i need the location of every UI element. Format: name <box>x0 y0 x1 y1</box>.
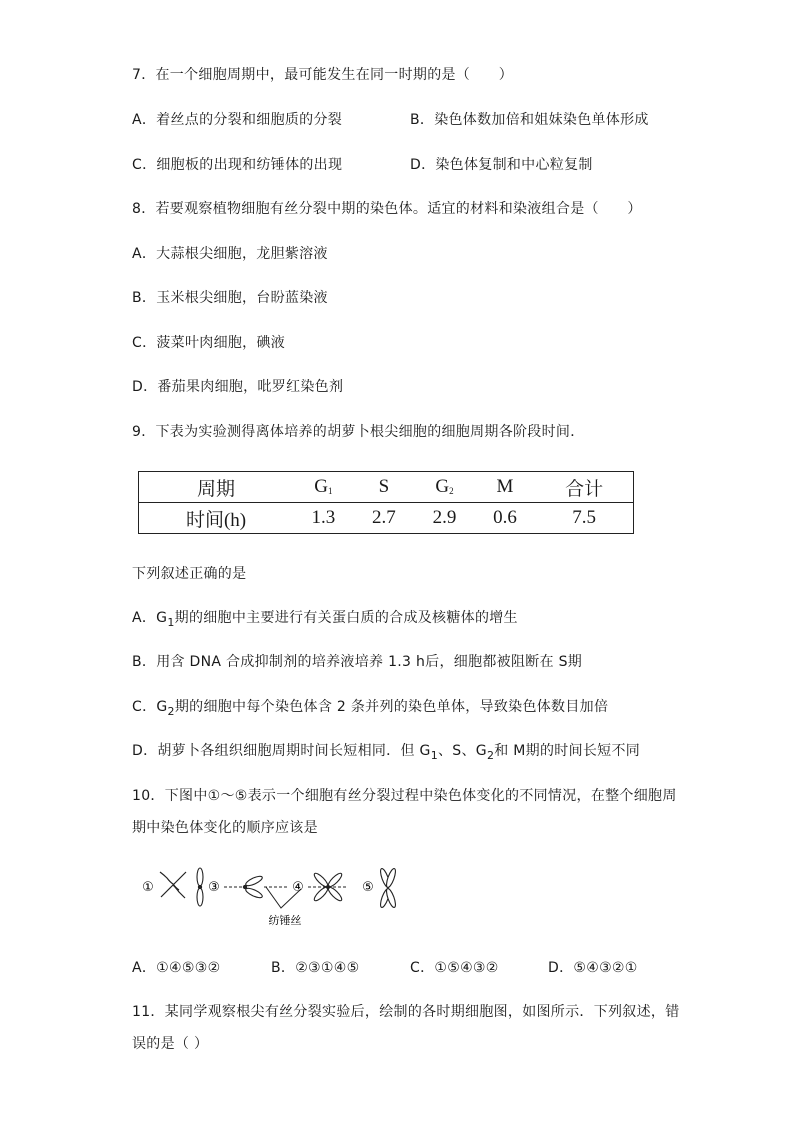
table-row <box>139 503 634 534</box>
chromosome-3-icon <box>243 874 263 899</box>
q9-lead: 下列叙述正确的是 <box>132 566 247 582</box>
cell-cycle-table <box>138 471 634 534</box>
q9-option-d: D．胡萝卜各组织细胞周期时间长短相同．但 $G_1$、S、$G_2$和 M期的时间长短不同 <box>132 743 641 762</box>
diagram-label-3: ③ <box>208 880 220 895</box>
q9-stem: 9．下表为实验测得离体培养的胡萝卜根尖细胞的细胞周期各阶段时间． <box>132 424 585 440</box>
q9-option-a: A．$G_1$期的细胞中主要进行有关蛋白质的合成及核糖体的增生 <box>132 610 518 629</box>
q8-stem: 8．若要观察植物细胞有丝分裂中期的染色体。适宜的材料和染液组合是（ ） <box>132 201 642 217</box>
header-m: M <box>475 472 536 503</box>
diagram-label-5: ⑤ <box>362 880 374 895</box>
cell-s-time: 2.7 <box>372 507 396 528</box>
q11-stem-line1: 11．某同学观察根尖有丝分裂实验后，绘制的各时期细胞图，如图所示．下列叙述，错 <box>132 1004 680 1020</box>
table-header-row <box>139 472 634 503</box>
q10-option-c: C．①⑤④③② <box>410 960 499 976</box>
cell-m-time: 0.6 <box>493 507 517 528</box>
chromosome-5-icon <box>379 868 397 909</box>
q7-option-d: D．染色体复制和中心粒复制 <box>410 157 593 173</box>
q8-option-a: A．大蒜根尖细胞，龙胆紫溶液 <box>132 246 328 262</box>
header-period: 周期 <box>139 472 294 503</box>
header-g1: $G_1$ <box>293 472 354 503</box>
header-total: 合计 <box>535 472 633 503</box>
q7-stem: 7．在一个细胞周期中，最可能发生在同一时期的是（ ） <box>132 67 514 83</box>
q7-option-b: B．染色体数加倍和姐妹染色单体形成 <box>410 112 649 128</box>
cell-g1-time: 1.3 <box>311 507 336 528</box>
q8-option-d: D．番茄果肉细胞，吡罗红染色剂 <box>132 379 344 395</box>
chromosome-1-icon <box>160 872 186 898</box>
chromosome-diagram <box>138 860 403 930</box>
chromosome-2-icon <box>197 868 203 906</box>
header-g2: $G_2$ <box>414 472 475 503</box>
q8-option-b: B．玉米根尖细胞，台盼蓝染液 <box>132 290 328 306</box>
row-label-time: 时间(h) <box>185 509 247 531</box>
q11-stem-line2: 误的是（ ） <box>132 1036 209 1052</box>
cell-g2-time: 2.9 <box>432 507 457 528</box>
cell-total-time: 7.5 <box>572 507 596 528</box>
q10-option-b: B．②③①④⑤ <box>271 960 360 976</box>
q7-option-c: C．细胞板的出现和纺锤体的出现 <box>132 157 343 173</box>
q10-stem-line1: 10．下图中①～⑤表示一个细胞有丝分裂过程中染色体变化的不同情况，在整个细胞周 <box>132 788 677 804</box>
header-s: S <box>354 472 415 503</box>
q10-stem-line2: 期中染色体变化的顺序应该是 <box>132 820 318 836</box>
q9-option-b: B．用含 DNA 合成抑制剂的培养液培养 1.3 h后，细胞都被阻断在 S期 <box>132 654 583 670</box>
diagram-label-4: ④ <box>292 880 304 895</box>
q10-option-d: D．⑤④③②① <box>548 960 638 976</box>
spindle-label: 纺锤丝 <box>268 914 302 927</box>
q10-option-a: A．①④⑤③② <box>132 960 221 976</box>
q7-option-a: A．着丝点的分裂和细胞质的分裂 <box>132 112 343 128</box>
q8-option-c: C．菠菜叶肉细胞，碘液 <box>132 335 286 351</box>
q9-option-c: C．$G_2$期的细胞中每个染色体含 2 条并列的染色单体，导致染色体数目加倍 <box>132 699 609 718</box>
diagram-label-1: ① <box>142 880 154 895</box>
